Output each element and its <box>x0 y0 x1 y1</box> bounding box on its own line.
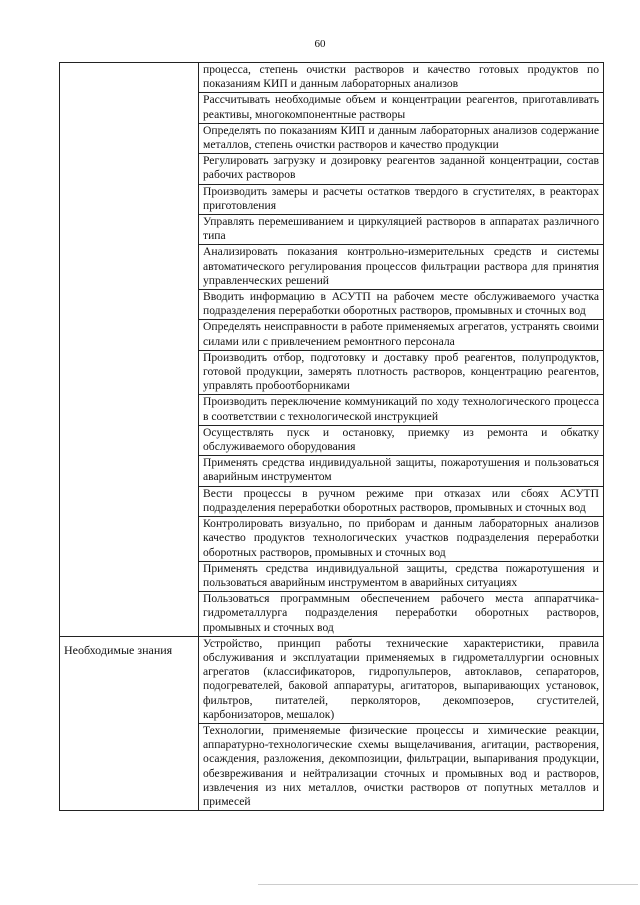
item-text: Управлять перемешиванием и циркуляцией растворов в аппаратах различного типа <box>203 215 599 243</box>
item-cell <box>199 723 604 810</box>
item-text: Определять неисправности в работе применяемых агрегатов, устранять своими силами или с привлечением ремонтного персонала <box>203 320 599 348</box>
section-label-cell <box>60 63 199 637</box>
item-cell <box>199 425 604 455</box>
item-text: Контролировать визуально, по приборам и данным лабораторных анализов качество продуктов технологических участков подразделения переработки оборотных растворов, промывных и сточных вод <box>203 517 599 559</box>
competency-table <box>59 62 604 811</box>
item-text: Осуществлять пуск и остановку, приемку из ремонта и обкатку обслуживаемого оборудования <box>203 425 599 454</box>
table-row <box>60 636 604 723</box>
item-cell <box>199 320 604 350</box>
item-cell <box>199 517 604 562</box>
section-label-cell <box>60 636 199 810</box>
item-text: Пользоваться программным обеспечением рабочего места аппаратчика-гидрометаллурга подразделения переработки оборотных растворов, промывных и сточных вод <box>203 592 599 634</box>
item-cell <box>199 154 604 184</box>
item-cell <box>199 636 604 723</box>
item-cell <box>199 592 604 637</box>
footer-divider <box>258 884 638 885</box>
item-cell <box>199 93 604 123</box>
item-text: Производить замеры и расчеты остатков твердого в сгустителях, в реакторах приготовления <box>203 184 599 212</box>
page-number: 60 <box>314 38 326 50</box>
item-cell <box>199 561 604 591</box>
item-text: Вводить информацию в АСУТП на рабочем месте обслуживаемого участка подразделения переработки оборотных растворов, промывных и сточных вод <box>203 290 599 318</box>
item-cell <box>199 395 604 425</box>
item-text: процесса, степень очистки растворов и качество готовых продуктов по показаниям КИП и данным лабораторных анализов <box>203 63 599 91</box>
item-text: Вести процессы в ручном режиме при отказах или сбоях АСУТП подразделения переработки оборотных растворов, промывных и сточных вод <box>203 486 599 514</box>
item-cell <box>199 290 604 320</box>
item-cell <box>199 184 604 214</box>
item-cell <box>199 245 604 290</box>
item-cell <box>199 215 604 245</box>
item-cell <box>199 63 604 93</box>
item-cell <box>199 350 604 395</box>
item-text: Применять средства индивидуальной защиты, средства пожаротушения и пользоваться аварийным инструментом в аварийных ситуациях <box>203 561 599 589</box>
item-cell <box>199 486 604 516</box>
item-cell <box>199 456 604 486</box>
item-text: Устройство, принцип работы технические характеристики, правила обслуживания и эксплуатации применяемых в гидрометаллургии основных агрегатов (классификаторов, гидропульперов, автоклавов, сепараторов, подогревателей, баковой аппаратуры, агитаторов, выпаривающих установок, фильтров, питателей, перколяторов, декомпозеров, сгустителей, карбонизаторов, мешалок) <box>203 636 599 721</box>
item-text: Производить отбор, подготовку и доставку проб реагентов, полупродуктов, готовой продукции, замерять плотность растворов, концентрацию реагентов, управлять пробоотборниками <box>203 350 599 393</box>
item-text: Определять по показаниям КИП и данным лабораторных анализов содержание металлов, степень очистки растворов и качество продукции <box>203 123 599 152</box>
item-text: Рассчитывать необходимые объем и концентрации реагентов, приготавливать реактивы, многокомпонентные растворы <box>203 93 599 121</box>
item-text: Применять средства индивидуальной защиты, пожаротушения и пользоваться аварийным инструментом <box>203 456 599 484</box>
item-text: Производить переключение коммуникаций по ходу технологического процесса в соответствии с технологической инструкцией <box>203 395 599 423</box>
item-text: Анализировать показания контрольно-измерительных средств и системы автоматического регулирования процессов фильтрации раствора для принятия управленческих решений <box>203 245 599 287</box>
section-label: Необходимые знания <box>64 642 173 657</box>
item-cell <box>199 123 604 153</box>
item-text: Технологии, применяемые физические процессы и химические реакции, аппаратурно-технологические схемы выщелачивания, агитации, растворения, осаждения, разложения, декомпозиции, фильтрации, выпаривания продукции, обезвреживания и нейтрализации сточных и промывных вод и растворов, извлечения из них металлов, очистки растворов от попутных металлов и примесей <box>203 723 599 808</box>
item-text: Регулировать загрузку и дозировку реагентов заданной концентрации, состав рабочих растворов <box>203 154 599 182</box>
table-row <box>60 63 604 93</box>
